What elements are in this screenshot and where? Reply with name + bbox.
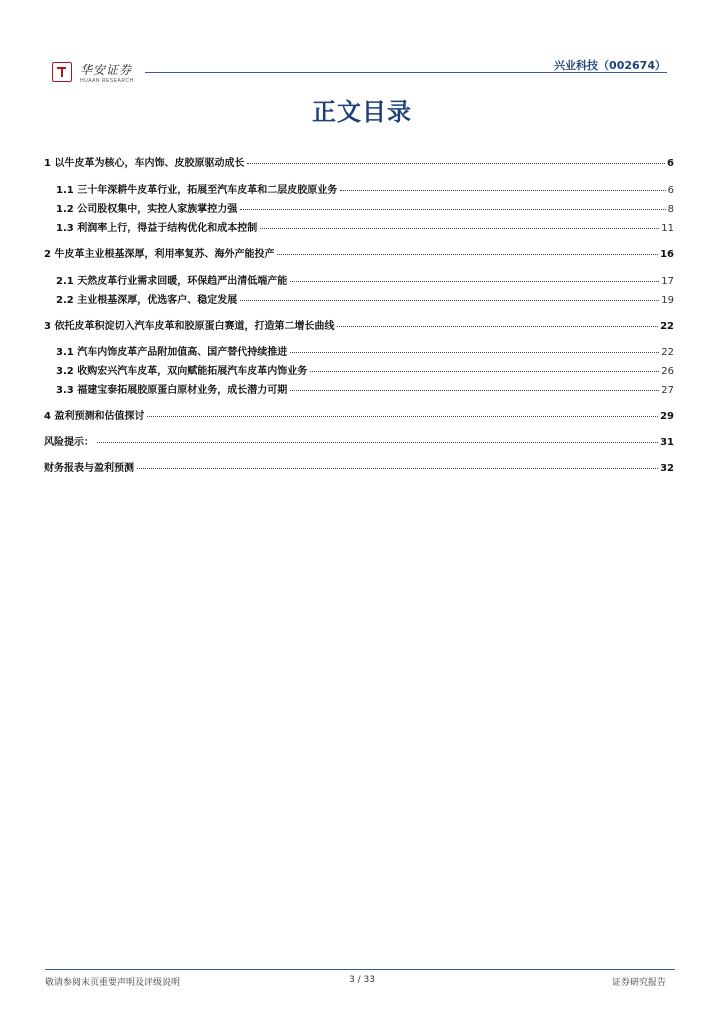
toc-entry[interactable] — [44, 433, 674, 449]
toc-entry-title[interactable]: 1.2 公司股权集中，实控人家族掌控力强 — [56, 204, 238, 215]
toc-entry-title[interactable]: 4 盈利预测和估值探讨 — [44, 411, 145, 422]
logo-subtext: HUAAN RESEARCH — [80, 78, 134, 84]
toc-entry-page[interactable]: 8 — [667, 204, 674, 215]
toc-entry-title[interactable]: 风险提示： — [44, 437, 94, 448]
toc-dot-leader — [147, 415, 658, 417]
toc-dot-leader — [97, 441, 658, 443]
toc-entry[interactable] — [44, 362, 674, 378]
toc-entry-page[interactable]: 27 — [661, 385, 674, 396]
toc-entry-page[interactable]: 29 — [660, 411, 674, 422]
report-type: 证券研究报告 — [611, 978, 666, 988]
toc-entry-title[interactable]: 3 依托皮革积淀切入汽车皮革和胶原蛋白赛道，打造第二增长曲线 — [44, 321, 335, 332]
toc-entry-title[interactable]: 3.3 福建宝泰拓展胶原蛋白原材业务，成长潜力可期 — [56, 385, 288, 396]
toc-dot-leader — [337, 325, 658, 327]
toc-dot-leader — [247, 162, 665, 164]
toc-entry[interactable] — [44, 181, 674, 197]
toc-entry[interactable] — [44, 381, 674, 397]
toc-entry-title[interactable]: 1.3 利润率上行，得益于结构优化和成本控制 — [56, 223, 258, 234]
toc-entry-page[interactable]: 31 — [660, 437, 674, 448]
footer-divider — [45, 969, 675, 970]
toc-entry-title[interactable]: 2.1 天然皮革行业需求回暖，环保趋严出清低端产能 — [56, 276, 288, 287]
toc-entry[interactable] — [44, 200, 674, 216]
toc-entry[interactable] — [44, 272, 674, 288]
toc-entry[interactable] — [44, 459, 674, 475]
toc-entry-title[interactable]: 3.1 汽车内饰皮革产品附加值高、国产替代持续推进 — [56, 347, 288, 358]
toc-dot-leader — [240, 208, 665, 210]
toc-entry-title[interactable]: 2 牛皮革主业根基深厚，利用率复苏、海外产能投产 — [44, 249, 275, 260]
toc-entry-page[interactable]: 22 — [660, 321, 674, 332]
toc-entry-page[interactable]: 32 — [660, 463, 674, 474]
toc-entry-page[interactable]: 22 — [661, 347, 674, 358]
toc-entry[interactable] — [44, 343, 674, 359]
toc-entry[interactable] — [44, 245, 674, 261]
footer-disclaimer: 敬请参阅末页重要声明及评级说明 — [45, 978, 181, 988]
toc-entry-page[interactable]: 6 — [667, 185, 674, 196]
toc-entry[interactable] — [44, 291, 674, 307]
toc-entry-page[interactable]: 26 — [661, 366, 674, 377]
page-header — [0, 0, 724, 90]
toc-dot-leader — [340, 189, 665, 191]
toc-entry-title[interactable]: 3.2 收购宏兴汽车皮革，双向赋能拓展汽车皮革内饰业务 — [56, 366, 308, 377]
toc-entry[interactable] — [44, 407, 674, 423]
toc-entry-page[interactable]: 11 — [661, 223, 674, 234]
page-title: 正文目录 — [312, 98, 412, 126]
toc-dot-leader — [310, 370, 659, 372]
toc-entry[interactable] — [44, 154, 674, 170]
toc-entry-title[interactable]: 1 以牛皮革为核心，车内饰、皮胶原驱动成长 — [44, 158, 245, 169]
toc-entry-title[interactable]: 财务报表与盈利预测 — [44, 463, 134, 474]
toc-dot-leader — [137, 467, 658, 469]
toc-entry-page[interactable]: 19 — [661, 295, 674, 306]
seal-icon — [52, 62, 72, 82]
toc-dot-leader — [240, 299, 659, 301]
toc-entry-page[interactable]: 16 — [660, 249, 674, 260]
toc-entry-title[interactable]: 1.1 三十年深耕牛皮革行业，拓展至汽车皮革和二层皮胶原业务 — [56, 185, 338, 196]
toc-dot-leader — [290, 351, 659, 353]
logo-text: 华安证券 — [80, 63, 133, 77]
page-number: 3 / 33 — [349, 975, 375, 985]
huaan-logo — [52, 62, 202, 86]
toc-entry[interactable] — [44, 317, 674, 333]
toc-dot-leader — [290, 280, 659, 282]
company-name: 兴业科技（002674） — [554, 59, 666, 72]
toc-entry-page[interactable]: 6 — [667, 158, 674, 169]
toc-entry-page[interactable]: 17 — [661, 276, 674, 287]
toc-dot-leader — [260, 227, 659, 229]
toc-dot-leader — [277, 253, 658, 255]
toc-entry[interactable] — [44, 219, 674, 235]
toc-dot-leader — [290, 389, 659, 391]
toc-entry-title[interactable]: 2.2 主业根基深厚，优选客户、稳定发展 — [56, 295, 238, 306]
